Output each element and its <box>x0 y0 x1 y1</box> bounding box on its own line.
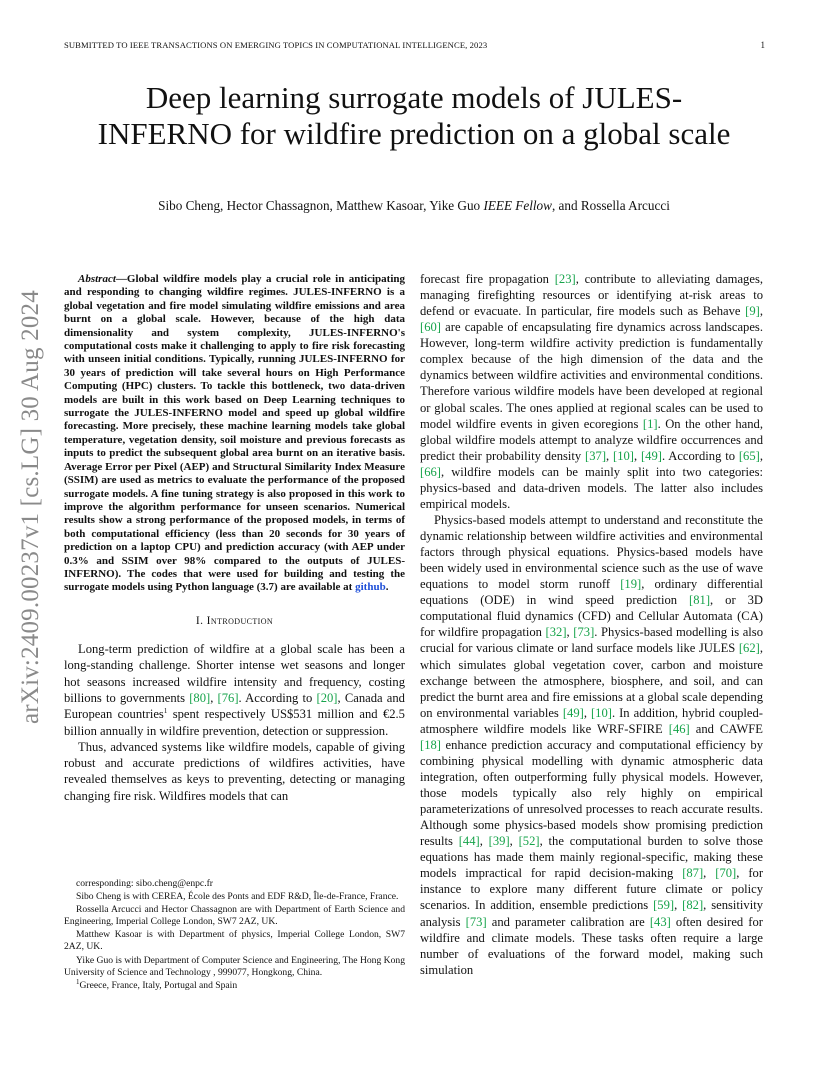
body-text: , or 3D computational fluid dynamics (CFD) and Cellular Automata (CA) for wildfire propagation <box>420 593 763 640</box>
intro-paragraph-1 <box>64 641 405 739</box>
body-text: , <box>703 866 716 881</box>
body-text: spent respectively US$531 million and €2.5 billion annually in wildfire prevention, detection or suppression. <box>64 707 405 738</box>
body-text: , <box>583 705 591 720</box>
arxiv-identifier-stamp: arXiv:2409.00237v1 [cs.LG] 30 Aug 2024 <box>17 290 44 724</box>
affiliation-footnote: corresponding: sibo.cheng@enpc.fr <box>76 878 213 889</box>
citation-link[interactable]: [52] <box>518 834 540 849</box>
citation-link[interactable]: [73] <box>573 625 595 640</box>
body-text: , ordinary differential equations (ODE) in wind speed prediction <box>420 577 764 608</box>
abstract-label: Abstract <box>78 273 116 285</box>
paper-title: Deep learning surrogate models of JULES-INFERNO for wildfire prediction on a global scale <box>97 80 731 151</box>
citation-link[interactable]: [46] <box>668 721 690 736</box>
body-text: are capable of encapsulating fire dynamics across landscapes. However, long-term wildfire activity prediction is fundamentally complex because of the high dimension of the data and the dynamics between wildfire activities and environmental conditions. Therefore various wildfire models have been developed at regional or global scales. The ones applied at regional scales can be used to model wildfire events in given ecoregions <box>420 320 763 431</box>
body-text: . On the other hand, global wildfire models attempt to analyze wildfire occurrences and predict their probability density <box>420 416 764 463</box>
affiliation-footnote: Rossella Arcucci and Hector Chassagnon are with Department of Earth Science and Engineering, Imperial College London, SW7 2AZ, UK. <box>64 904 405 928</box>
body-text: , wildfire models can be mainly split into two categories: physics-based and data-driven models. The latter also includes empirical models. <box>420 464 763 511</box>
footnote-1-mark: 1 <box>76 977 80 986</box>
body-text: , <box>566 625 574 640</box>
footnote-1-text: Greece, France, Italy, Portugal and Spain <box>79 979 238 991</box>
citation-link[interactable]: [81] <box>689 593 711 608</box>
body-text: , <box>210 690 218 705</box>
citation-link[interactable]: [43] <box>649 914 671 929</box>
citation-link[interactable]: [39] <box>488 834 510 849</box>
affiliation-footnote: Yike Guo is with Department of Computer Science and Engineering, The Hong Kong University of Science and Technology , 999077, Hongkong, China. <box>64 954 405 978</box>
footnote-marker: 1 <box>163 707 168 716</box>
citation-link[interactable]: [10] <box>613 448 634 463</box>
abstract-end: . <box>385 581 389 594</box>
footnote-1 <box>64 977 405 992</box>
body-text: , <box>606 448 613 463</box>
affiliation-footnote: Matthew Kasoar is with Department of physics, Imperial College London, SW7 2AZ, UK. <box>64 929 405 953</box>
body-text: . According to <box>661 448 739 463</box>
citation-link[interactable]: [70] <box>715 866 737 881</box>
intro-paragraph-3 <box>420 271 763 512</box>
citation-link[interactable]: [44] <box>458 834 480 849</box>
body-text: , sensitivity analysis <box>420 898 763 929</box>
body-text: , <box>509 834 519 849</box>
citation-link[interactable]: [62] <box>738 641 760 656</box>
citation-link[interactable]: [49] <box>640 448 662 463</box>
author-list <box>60 198 768 214</box>
citation-link[interactable]: [10] <box>590 705 612 720</box>
citation-link[interactable]: [37] <box>585 448 607 463</box>
body-text: and parameter calibration are <box>486 914 650 929</box>
section-heading-introduction: I. Introduction <box>195 614 274 627</box>
authors-tail: , and Rossella Arcucci <box>551 198 670 213</box>
right-column <box>420 271 763 978</box>
fellow-designation: IEEE Fellow <box>483 198 552 213</box>
citation-link[interactable]: [87] <box>682 866 704 881</box>
running-head: SUBMITTED TO IEEE TRANSACTIONS ON EMERGING TOPICS IN COMPUTATIONAL INTELLIGENCE, 2023 <box>64 40 488 50</box>
body-text: often desired for wildfire and climate models. These tasks often require a large number of evaluations of the forward model, making such simulation <box>420 914 763 977</box>
body-text: , for instance to explore many different future climate or policy scenarios. In addition, ensemble predictions <box>420 866 764 913</box>
affiliation-footnote: Sibo Cheng is with CEREA, École des Ponts and EDF R&D, Île-de-France, France. <box>76 891 399 903</box>
body-text: forecast fire propagation <box>420 272 555 286</box>
citation-link[interactable]: [32] <box>545 625 567 640</box>
body-text: , <box>759 304 763 319</box>
body-text: Physics-based models attempt to understand and reconstitute the dynamic relationship between wildfire activities and environmental factors through physical equations. Physics-based models have been widely used in environmental science such as the use of wave equations to model storm runoff <box>420 512 763 592</box>
footnotes <box>64 878 405 993</box>
citation-link[interactable]: [49] <box>562 705 584 720</box>
body-text: Long-term prediction of wildfire at a global scale has been a long-standing challenge. Shorter intense wet seasons and longer hot seasons increased wildfire intensity and frequency, costing billions to governments <box>64 642 405 705</box>
citation-link[interactable]: [73] <box>465 914 487 929</box>
abstract <box>64 273 405 595</box>
body-text: , <box>479 834 489 849</box>
authors-main: Sibo Cheng, Hector Chassagnon, Matthew Kasoar, Yike Guo <box>158 198 484 213</box>
citation-link[interactable]: [19] <box>620 577 642 592</box>
citation-link[interactable]: [82] <box>682 898 704 913</box>
body-text: , <box>674 898 683 913</box>
citation-link[interactable]: [18] <box>420 737 441 752</box>
body-text: , contribute to alleviating damages, managing firefighting resources or identifying at-risk areas to defend or evacuate. In particular, fire models such as Behave <box>420 272 763 319</box>
citation-link[interactable]: [23] <box>554 272 576 286</box>
affiliation-footnotes <box>64 878 405 979</box>
body-text: . According to <box>238 690 317 705</box>
body-text: . In addition, hybrid coupled-atmosphere wildfire models like WRF-SFIRE <box>420 705 763 736</box>
intro-paragraph-4 <box>420 512 763 978</box>
citation-link[interactable]: [20] <box>316 690 338 705</box>
body-text: , <box>759 448 763 463</box>
body-text: , Canada and European countries <box>64 690 405 722</box>
body-text: enhance prediction accuracy and computational efficiency by combining physical modelling with dynamic atmospheric data integration, often outperforming fully physical models. However, those models typically also rely highly on empirical parameterizations of unresolved processes to reach accurate results. Although some physics-based models show promising prediction results <box>420 737 763 849</box>
citation-link[interactable]: [60] <box>420 320 441 335</box>
body-text: and CAWFE <box>689 721 763 736</box>
citation-link[interactable]: [9] <box>745 304 760 319</box>
citation-link[interactable]: [66] <box>420 464 441 479</box>
citation-link[interactable]: [59] <box>653 898 675 913</box>
page-number: 1 <box>760 40 765 50</box>
body-text: , the computational burden to solve those equations has made them mainly regional-specific, making these models impractical for rapid decision-making <box>420 834 764 881</box>
body-text: , <box>633 448 641 463</box>
citation-link[interactable]: [76] <box>217 690 239 705</box>
citation-link[interactable]: [1] <box>642 416 658 431</box>
left-column <box>64 273 405 804</box>
body-text: . Physics-based modelling is also crucial for various climate or land surface models like JULES <box>420 625 763 656</box>
abstract-text: —Global wildfire models play a crucial role in anticipating and responding to changing wildfire regimes. JULES-INFERNO is a global vegetation and fire model simulating wildfire emissions and area burnt on a global scale. However, because of the high data dimensionality and system complexity, JULES-INFERNO's computational costs make it challenging to apply to fire risk forecasting with unseen initial conditions. Typically, running JULES-INFERNO for 30 years of prediction will take several hours on High Performance Computing (HPC) clusters. To tackle this bottleneck, two data-driven models are built in this work based on Deep Learning techniques to surrogate the JULES-INFERNO model and speed up global wildfire forecasting. More precisely, these machine learning models take global temperature, vegetation density, soil moisture and previous forecasts as inputs to predict the subsequent global area burnt on an iterative basis. Average Error per Pixel (AEP) and Structural Similarity Index Measure (SSIM) are used as metrics to evaluate the performance of the proposed surrogate models. A fine tuning strategy is also proposed in this work to improve the algorithm performance for unseen scenarios. Numerical results show a strong performance of the proposed models, in terms of both computational efficiency (less than 20 seconds for 30 years of prediction on a laptop CPU) and prediction accuracy (with AEP under 0.3% and SSIM over 98% compared to the outputs of JULES-INFERNO). The codes that were used for building and testing the surrogate models using Python language (3.7) are available at <box>64 273 405 594</box>
body-text: , which simulates global vegetation cover, carbon and moisture exchange between the atmosphere, biosphere, and soil, and can predict the burnt area and fire emissions at a global scale depending on environmental variables <box>420 641 763 720</box>
intro-paragraph-2: Thus, advanced systems like wildfire models, capable of giving robust and accurate predictions of wildfires activities, have revealed themselves as keys to preventing, detecting or managing changing fire risk. Wildfires models that can <box>64 739 405 803</box>
citation-link[interactable]: [80] <box>189 690 211 705</box>
citation-link[interactable]: [65] <box>738 448 760 463</box>
github-link[interactable]: github <box>355 581 386 594</box>
